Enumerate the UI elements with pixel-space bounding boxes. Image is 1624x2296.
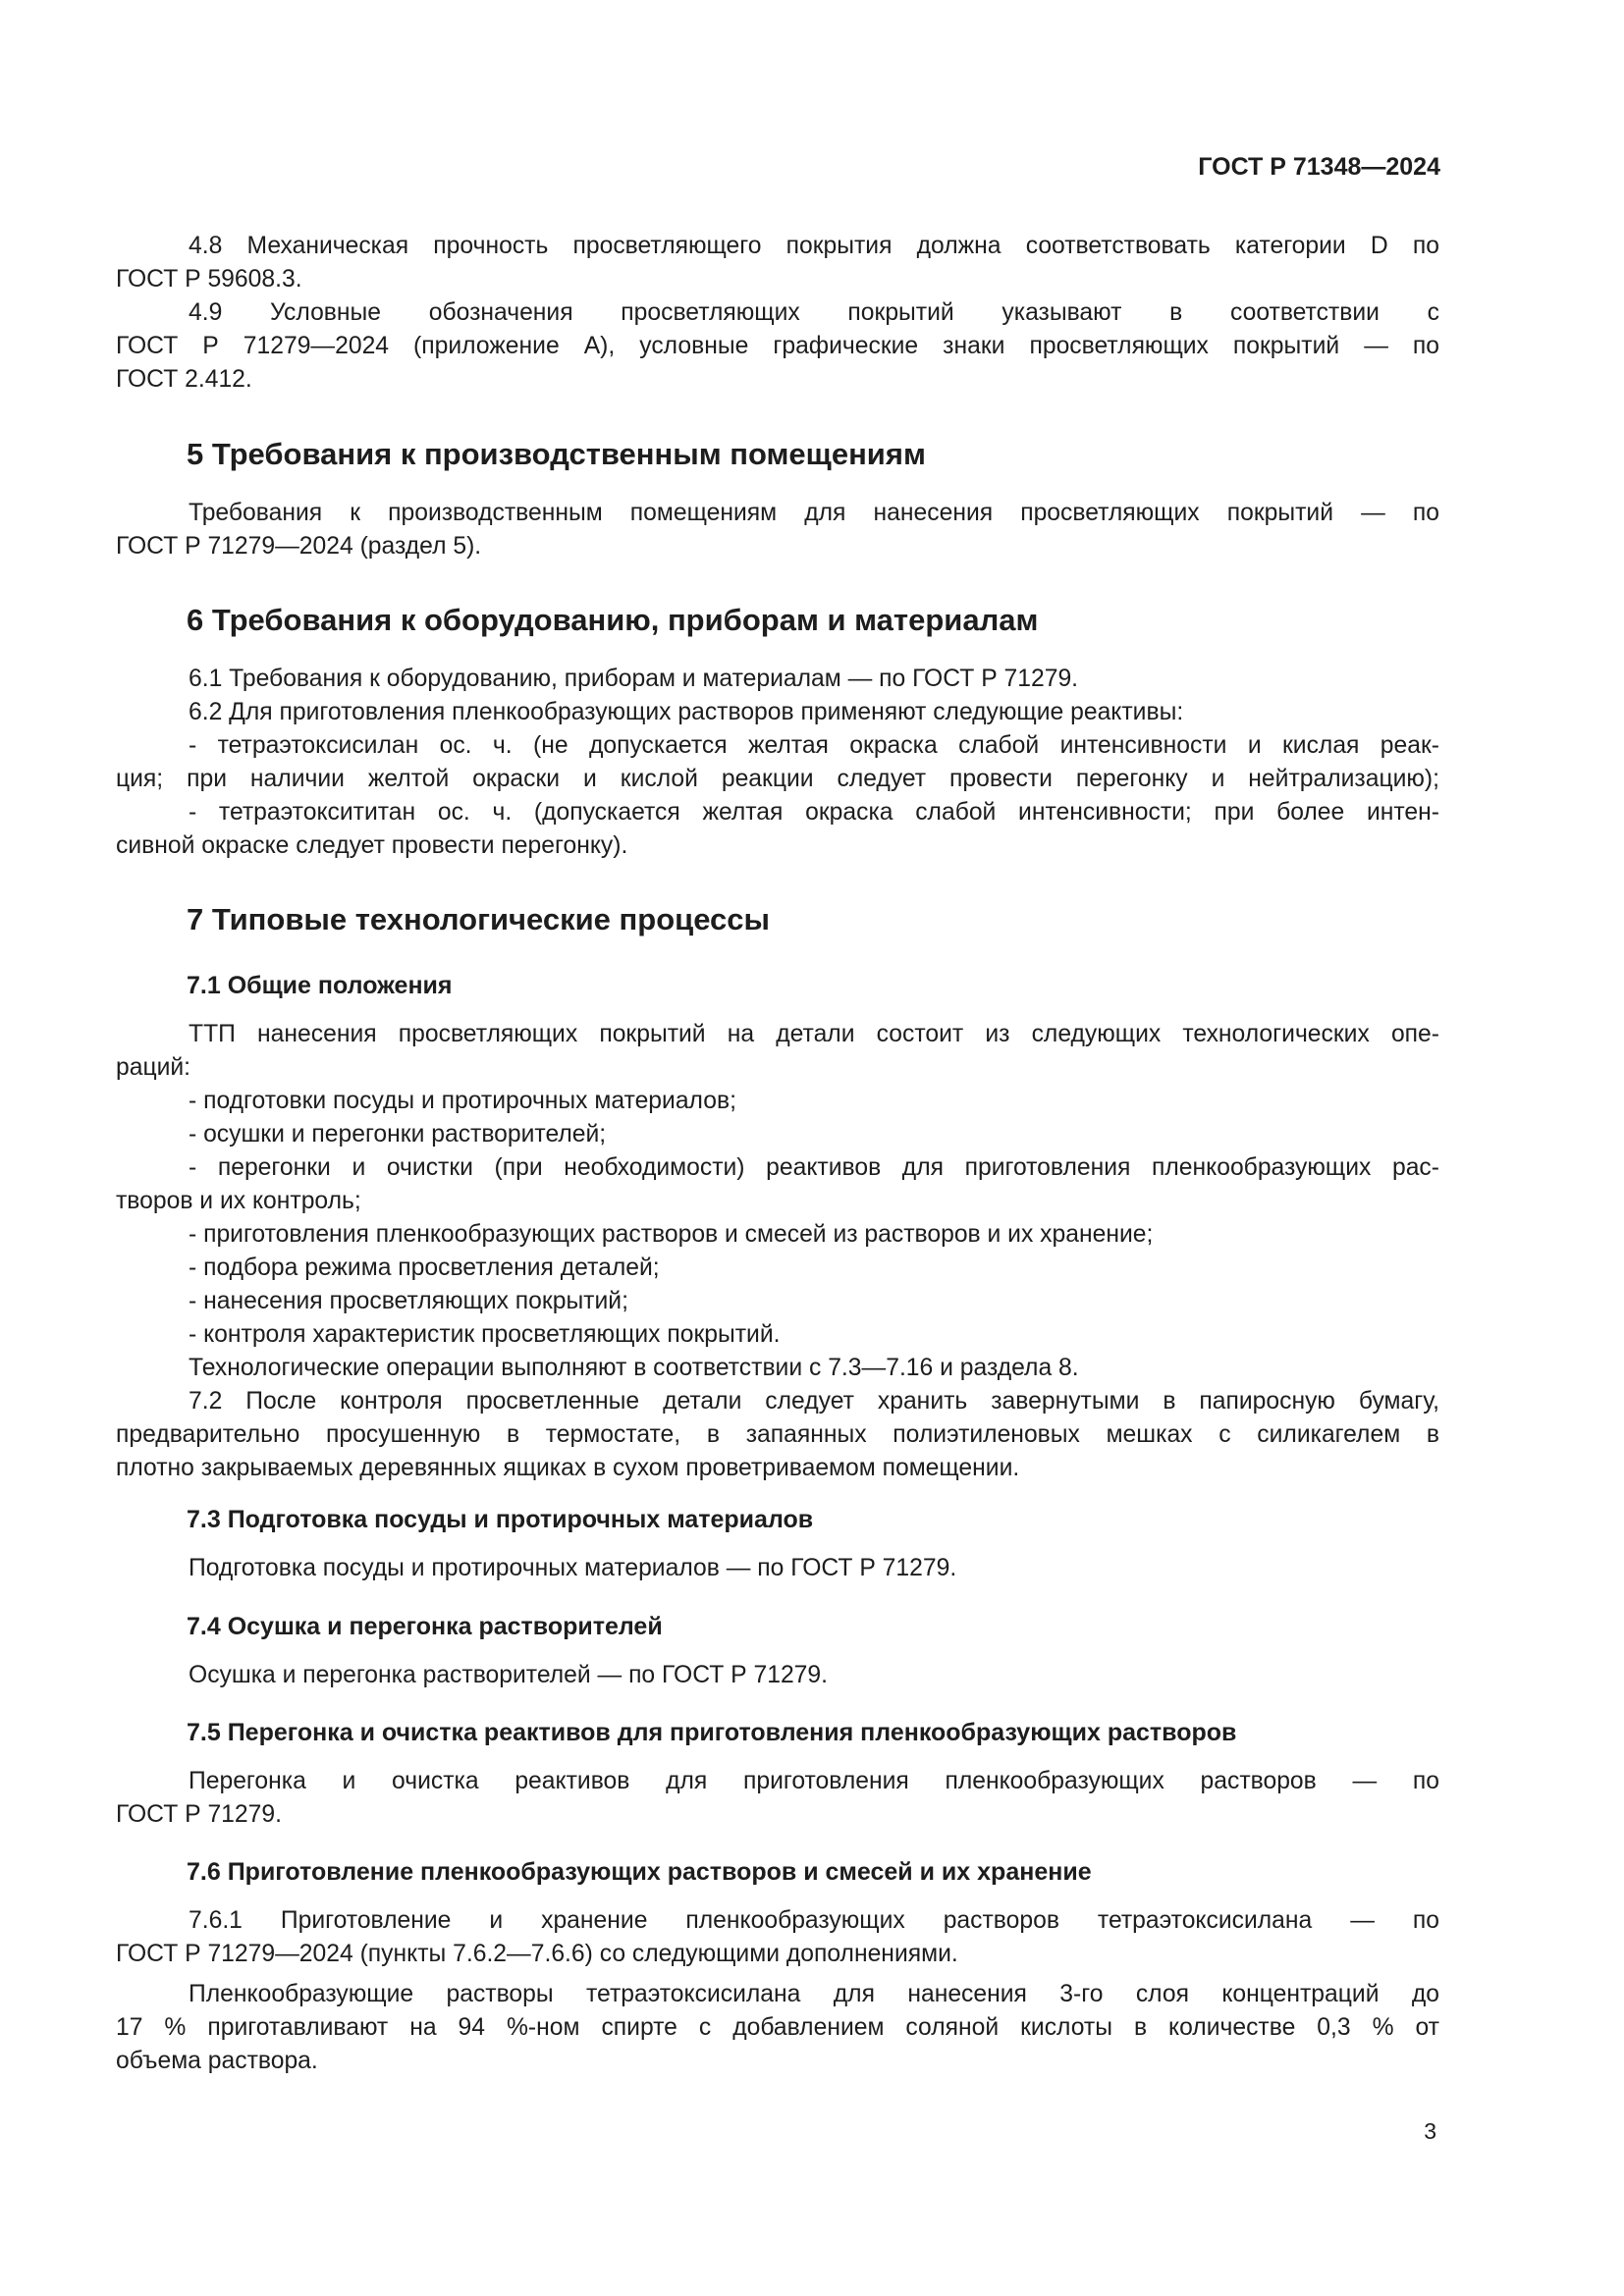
- paragraph-line: ТТП нанесения просветляющих покрытий на детали состоит из следующих технологических опе-: [189, 1021, 1439, 1047]
- paragraph-line: раций:: [116, 1054, 191, 1081]
- page-number: 3: [1424, 2118, 1436, 2144]
- subsection-heading-7-3: 7.3 Подготовка посуды и протирочных материалов: [187, 1506, 814, 1533]
- list-item: - перегонки и очистки (при необходимости) реактивов для приготовления пленкообразующих рас-: [189, 1154, 1439, 1181]
- list-item: - контроля характеристик просветляющих покрытий.: [189, 1321, 781, 1348]
- list-item: - подготовки посуды и протирочных материалов;: [189, 1088, 736, 1114]
- paragraph-line: 6.2 Для приготовления пленкообразующих растворов применяют следующие реактивы:: [189, 699, 1184, 725]
- paragraph-line: Подготовка посуды и протирочных материалов — по ГОСТ Р 71279.: [189, 1555, 957, 1581]
- paragraph-line: ГОСТ 2.412.: [116, 366, 252, 393]
- paragraph-line: ГОСТ Р 71279.: [116, 1801, 282, 1828]
- paragraph-line: Требования к производственным помещениям для нанесения просветляющих покрытий — по: [189, 500, 1439, 526]
- paragraph-line: 4.9 Условные обозначения просветляющих покрытий указывают в соответствии с: [189, 299, 1439, 326]
- paragraph-line: ГОСТ Р 59608.3.: [116, 266, 302, 293]
- section-heading-7: 7 Типовые технологические процессы: [187, 902, 770, 936]
- document-code: ГОСТ Р 71348—2024: [1198, 153, 1440, 181]
- paragraph-line: объема раствора.: [116, 2048, 318, 2074]
- subsection-heading-7-6: 7.6 Приготовление пленкообразующих растворов и смесей и их хранение: [187, 1858, 1092, 1886]
- paragraph-line: 7.6.1 Приготовление и хранение пленкообразующих растворов тетраэтоксисилана — по: [189, 1907, 1439, 1934]
- paragraph-line: 4.8 Механическая прочность просветляющего покрытия должна соответствовать категории D по: [189, 233, 1439, 259]
- paragraph-line: плотно закрываемых деревянных ящиках в сухом проветриваемом помещении.: [116, 1455, 1020, 1481]
- list-item-continuation: творов и их контроль;: [116, 1188, 361, 1214]
- paragraph-line: 7.2 После контроля просветленные детали следует хранить завернутыми в папиросную бумагу,: [189, 1388, 1439, 1415]
- paragraph-line: ГОСТ Р 71279—2024 (пункты 7.6.2—7.6.6) со следующими дополнениями.: [116, 1941, 958, 1967]
- list-item-continuation: ция; при наличии желтой окраски и кислой реакции следует провести перегонку и нейтрализацию);: [116, 766, 1439, 792]
- paragraph-line: предварительно просушенную в термостате, в запаянных полиэтиленовых мешках с силикагелем в: [116, 1421, 1439, 1448]
- list-item: - нанесения просветляющих покрытий;: [189, 1288, 628, 1314]
- paragraph-line: Перегонка и очистка реактивов для приготовления пленкообразующих растворов — по: [189, 1768, 1439, 1794]
- paragraph-line: Осушка и перегонка растворителей — по ГОСТ Р 71279.: [189, 1662, 828, 1688]
- section-heading-5: 5 Требования к производственным помещениям: [187, 437, 926, 471]
- paragraph-line: ГОСТ Р 71279—2024 (приложение А), условные графические знаки просветляющих покрытий — по: [116, 333, 1439, 359]
- list-item: - приготовления пленкообразующих растворов и смесей из растворов и их хранение;: [189, 1221, 1154, 1248]
- subsection-heading-7-1: 7.1 Общие положения: [187, 972, 453, 999]
- list-item: - тетраэтоксититан ос. ч. (допускается желтая окраска слабой интенсивности; при более интен-: [189, 799, 1439, 826]
- paragraph-line: 17 % приготавливают на 94 %-ном спирте с добавлением соляной кислоты в количестве 0,3 % от: [116, 2014, 1439, 2041]
- paragraph-line: Пленкообразующие растворы тетраэтоксисилана для нанесения 3-го слоя концентраций до: [189, 1981, 1439, 2007]
- subsection-heading-7-4: 7.4 Осушка и перегонка растворителей: [187, 1613, 663, 1640]
- list-item: - тетраэтоксисилан ос. ч. (не допускается желтая окраска слабой интенсивности и кислая реак-: [189, 732, 1439, 759]
- list-item-continuation: сивной окраске следует провести перегонку).: [116, 832, 628, 859]
- list-item: - подбора режима просветления деталей;: [189, 1255, 660, 1281]
- paragraph-line: 6.1 Требования к оборудованию, приборам и материалам — по ГОСТ Р 71279.: [189, 666, 1079, 692]
- subsection-heading-7-5: 7.5 Перегонка и очистка реактивов для приготовления пленкообразующих растворов: [187, 1719, 1237, 1746]
- section-heading-6: 6 Требования к оборудованию, приборам и материалам: [187, 603, 1039, 637]
- paragraph-line: ГОСТ Р 71279—2024 (раздел 5).: [116, 533, 482, 560]
- paragraph-line: Технологические операции выполняют в соответствии с 7.3—7.16 и раздела 8.: [189, 1355, 1079, 1381]
- list-item: - осушки и перегонки растворителей;: [189, 1121, 607, 1148]
